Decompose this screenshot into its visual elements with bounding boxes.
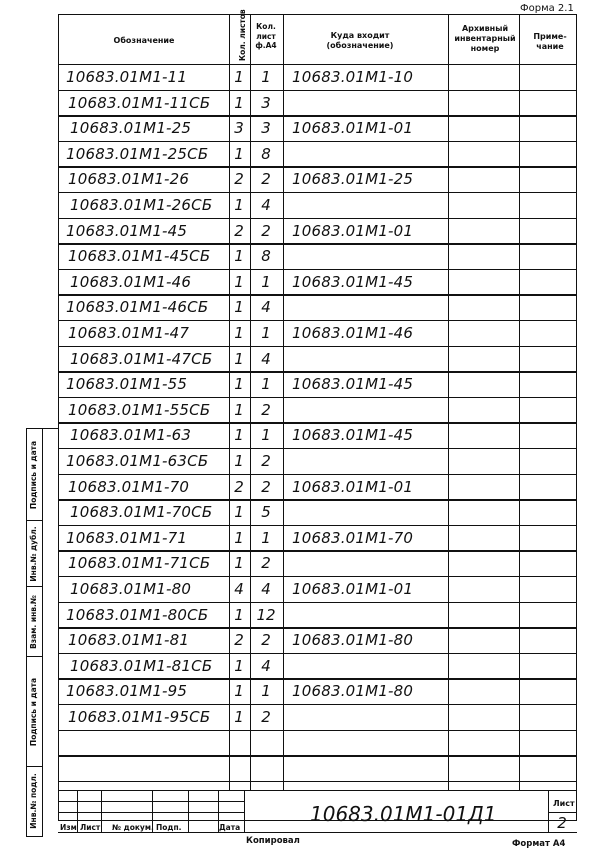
sheet-label: Лист xyxy=(553,799,575,808)
row-divider xyxy=(58,781,577,782)
side-label-vzam-inv: Взам. инв.№ xyxy=(29,595,38,649)
row-where-used: 10683.01M1-45 xyxy=(292,375,414,394)
row-designation: 10683.01M1-70СБ xyxy=(70,503,213,522)
row-sheets: 1 xyxy=(234,605,244,624)
row-a4: 2 xyxy=(261,631,271,650)
row-designation: 10683.01M1-63СБ xyxy=(66,452,209,470)
sheet-number: 2 xyxy=(557,814,567,832)
row-sheets: 1 xyxy=(234,196,244,214)
row-sheets: 1 xyxy=(234,682,244,701)
side-label-sign-date-2: Подпись и дата xyxy=(29,677,38,747)
row-a4: 2 xyxy=(261,452,271,470)
row-designation: 10683.01M1-55СБ xyxy=(68,400,211,419)
row-sheets: 1 xyxy=(234,349,244,368)
row-divider xyxy=(58,243,577,244)
row-a4: 2 xyxy=(261,708,271,726)
row-where-used: 10683.01M1-80 xyxy=(292,631,414,650)
row-a4: 12 xyxy=(256,605,276,624)
row-designation: 10683.01M1-11СБ xyxy=(68,93,211,112)
row-a4: 4 xyxy=(261,298,271,317)
row-sheets: 2 xyxy=(234,477,244,496)
row-sheets: 1 xyxy=(234,554,244,573)
row-sheets: 2 xyxy=(234,221,244,240)
row-sheets: 1 xyxy=(234,400,244,419)
row-sheets: 1 xyxy=(234,247,244,266)
row-sheets: 1 xyxy=(234,452,244,470)
row-divider xyxy=(58,397,577,398)
row-a4: 2 xyxy=(261,554,271,573)
row-sheets: 1 xyxy=(234,528,244,547)
row-where-used: 10683.01M1-25 xyxy=(292,170,414,189)
row-sheets: 1 xyxy=(234,503,244,522)
row-a4: 4 xyxy=(261,656,271,675)
row-where-used: 10683.01M1-01 xyxy=(292,580,414,598)
row-where-used: 10683.01M1-80 xyxy=(292,682,414,701)
row-designation: 10683.01M1-81 xyxy=(68,631,190,650)
row-designation: 10683.01M1-55 xyxy=(66,375,188,394)
row-divider xyxy=(58,550,577,551)
row-sheets: 1 xyxy=(234,426,244,445)
header-note: Приме- чание xyxy=(533,32,567,51)
row-sheets: 3 xyxy=(234,119,244,138)
row-a4: 2 xyxy=(261,221,271,240)
row-divider xyxy=(58,90,577,91)
row-sheets: 1 xyxy=(234,68,244,86)
row-where-used: 10683.01M1-01 xyxy=(292,119,414,138)
row-divider xyxy=(58,755,577,756)
side-label-inv-podl: Инв.№ подл. xyxy=(29,773,38,829)
row-designation: 10683.01M1-25СБ xyxy=(66,144,209,163)
row-divider xyxy=(58,294,577,295)
row-divider xyxy=(58,653,577,654)
stamp-col-date: Дата xyxy=(219,823,241,832)
side-label-inv-dubl: Инв.№ дубл. xyxy=(29,526,38,582)
row-a4: 1 xyxy=(261,68,271,86)
row-divider xyxy=(58,346,577,347)
row-where-used: 10683.01M1-45 xyxy=(292,426,414,445)
row-designation: 10683.01M1-71СБ xyxy=(68,554,211,573)
stamp-col-doc: № докум. xyxy=(112,823,154,832)
row-where-used: 10683.01M1-46 xyxy=(292,324,414,342)
row-a4: 1 xyxy=(261,324,271,342)
row-designation: 10683.01M1-45СБ xyxy=(68,247,211,266)
row-designation: 10683.01M1-63 xyxy=(70,426,192,445)
row-designation: 10683.01M1-80СБ xyxy=(66,605,209,624)
stamp-col-izm: Изм xyxy=(60,823,77,832)
row-designation: 10683.01M1-11 xyxy=(66,68,188,86)
row-divider xyxy=(58,448,577,449)
row-sheets: 1 xyxy=(234,93,244,112)
row-divider xyxy=(58,627,577,628)
row-divider xyxy=(58,64,577,65)
row-divider xyxy=(58,115,577,116)
row-a4: 2 xyxy=(261,170,271,189)
row-divider xyxy=(58,269,577,270)
row-sheets: 2 xyxy=(234,170,244,189)
footer-format: Формат А4 xyxy=(512,839,566,849)
row-a4: 4 xyxy=(261,580,271,598)
row-designation: 10683.01M1-45 xyxy=(66,221,188,240)
row-divider xyxy=(58,704,577,705)
document-designation: 10683.01M1-01Д1 xyxy=(310,802,497,826)
header-archive: Архивный инвентарный номер xyxy=(454,24,516,53)
row-a4: 5 xyxy=(261,503,271,522)
row-a4: 8 xyxy=(261,144,271,163)
row-sheets: 1 xyxy=(234,708,244,726)
row-designation: 10683.01M1-47СБ xyxy=(70,349,213,368)
row-a4: 3 xyxy=(261,119,271,138)
row-divider xyxy=(58,576,577,577)
row-designation: 10683.01M1-80 xyxy=(70,580,192,598)
row-divider xyxy=(58,192,577,193)
stamp-col-sign: Подп. xyxy=(156,823,182,832)
row-designation: 10683.01M1-26 xyxy=(68,170,190,189)
row-a4: 1 xyxy=(261,682,271,701)
row-where-used: 10683.01M1-70 xyxy=(292,528,414,547)
row-divider xyxy=(58,474,577,475)
row-a4: 3 xyxy=(261,93,271,112)
row-designation: 10683.01M1-70 xyxy=(68,477,190,496)
row-sheets: 1 xyxy=(234,298,244,317)
row-designation: 10683.01M1-95СБ xyxy=(68,708,211,726)
row-a4: 8 xyxy=(261,247,271,266)
row-designation: 10683.01M1-81СБ xyxy=(70,656,213,675)
row-where-used: 10683.01M1-10 xyxy=(292,68,414,86)
row-sheets: 1 xyxy=(234,324,244,342)
row-designation: 10683.01M1-26СБ xyxy=(70,196,213,214)
row-where-used: 10683.01M1-45 xyxy=(292,272,414,291)
row-divider xyxy=(58,678,577,679)
row-a4: 2 xyxy=(261,477,271,496)
row-where-used: 10683.01M1-01 xyxy=(292,221,414,240)
row-designation: 10683.01M1-25 xyxy=(70,119,192,138)
stamp-col-list: Лист xyxy=(80,823,101,832)
row-sheets: 1 xyxy=(234,375,244,394)
row-a4: 1 xyxy=(261,528,271,547)
row-divider xyxy=(58,602,577,603)
header-designation: Обозначение xyxy=(113,36,175,45)
header-qty-sheets: Кол. листов xyxy=(238,9,247,61)
row-sheets: 1 xyxy=(234,272,244,291)
row-designation: 10683.01M1-71 xyxy=(66,528,188,547)
row-a4: 1 xyxy=(261,272,271,291)
row-designation: 10683.01M1-46СБ xyxy=(66,298,209,317)
row-a4: 1 xyxy=(261,375,271,394)
row-divider xyxy=(58,371,577,372)
form-label: Форма 2.1 xyxy=(520,3,574,14)
row-divider xyxy=(58,499,577,500)
footer-copied: Копировал xyxy=(246,836,300,846)
row-a4: 2 xyxy=(261,400,271,419)
row-designation: 10683.01M1-46 xyxy=(70,272,192,291)
header-where-used: Куда входит (обозначение) xyxy=(326,31,394,50)
row-divider xyxy=(58,320,577,321)
row-divider xyxy=(58,141,577,142)
row-divider xyxy=(58,525,577,526)
row-sheets: 4 xyxy=(234,580,244,598)
row-a4: 4 xyxy=(261,349,271,368)
row-divider xyxy=(58,166,577,167)
row-designation: 10683.01M1-47 xyxy=(68,324,190,342)
header-qty-a4: Кол. лист ф.А4 xyxy=(255,22,277,50)
row-sheets: 1 xyxy=(234,656,244,675)
row-sheets: 2 xyxy=(234,631,244,650)
row-a4: 4 xyxy=(261,196,271,214)
row-designation: 10683.01M1-95 xyxy=(66,682,188,701)
row-a4: 1 xyxy=(261,426,271,445)
row-sheets: 1 xyxy=(234,144,244,163)
row-divider xyxy=(58,218,577,219)
row-divider xyxy=(58,730,577,731)
side-label-sign-date-1: Подпись и дата xyxy=(29,440,38,510)
row-where-used: 10683.01M1-01 xyxy=(292,477,414,496)
row-divider xyxy=(58,422,577,423)
